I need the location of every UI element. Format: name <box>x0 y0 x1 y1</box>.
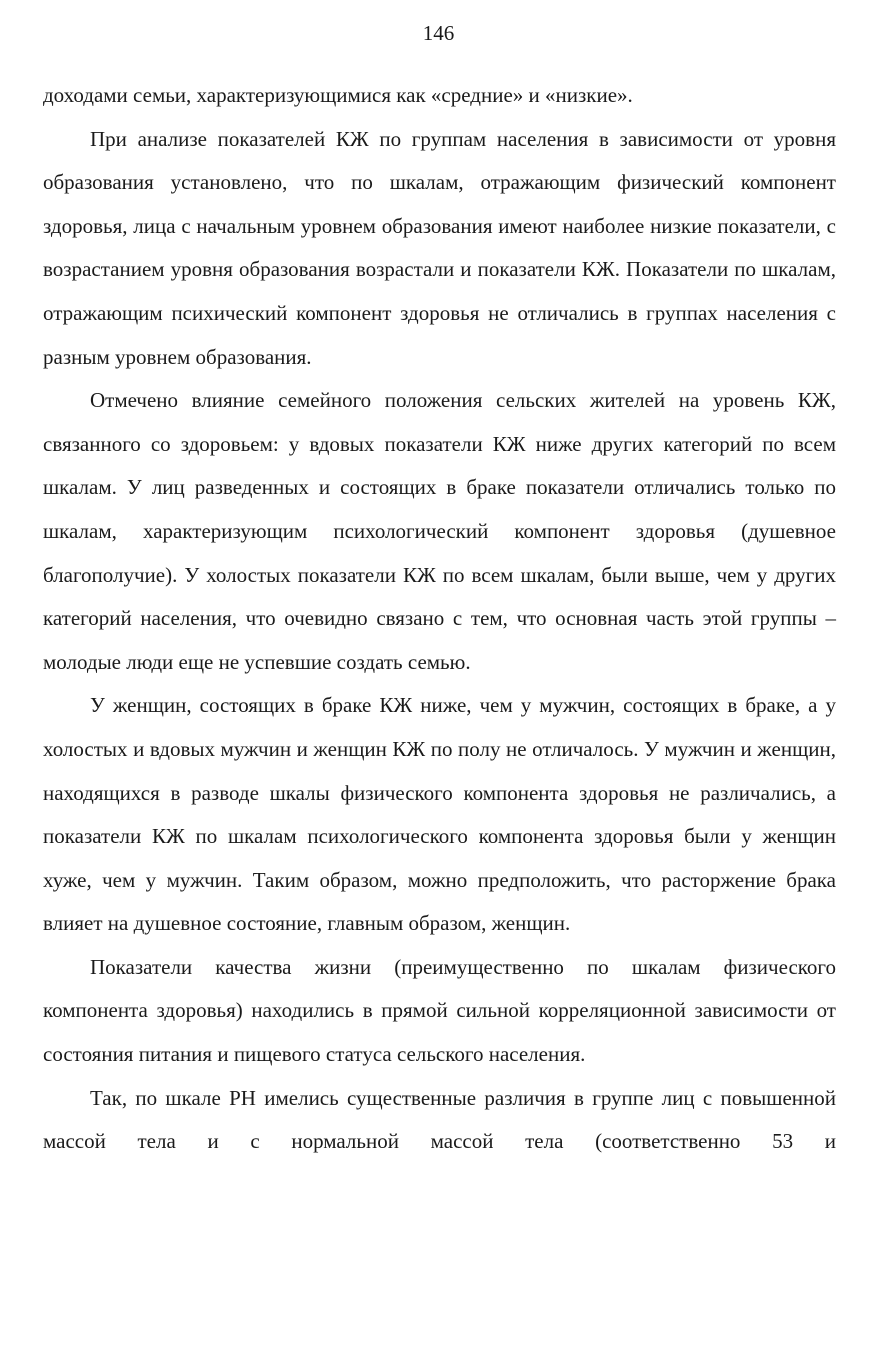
paragraph-6: Так, по шкале РН имелись существенные различия в группе лиц с повышенной массой тела и с нормальной массой тела (соответственно 53 и <box>43 1085 836 1154</box>
paragraph-3: Отмечено влияние семейного положения сельских жителей на уровень КЖ, связанного со здоровьем: у вдовых показатели КЖ ниже других категорий по всем шкалам. У лиц разведенных и состоящих в браке показатели отличались только по шкалам, характеризующим психологический компонент здоровья (душевное благополучие). У холостых показатели КЖ по всем шкалам, были выше, чем у других категорий населения, что очевидно связано с тем, что основная часть этой группы – молодые люди еще не успевшие создать семью. <box>43 388 836 674</box>
paragraph-5: Показатели качества жизни (преимущественно по шкалам физического компонента здоровья) находились в прямой сильной корреляционной зависимости от состояния питания и пищевого статуса сельского населения. <box>43 954 836 1067</box>
paragraph-4: У женщин, состоящих в браке КЖ ниже, чем у мужчин, состоящих в браке, а у холостых и вдовых мужчин и женщин КЖ по полу не отличалось. У мужчин и женщин, находящихся в разводе шкалы физического компонента здоровья не различались, а показатели КЖ по шкалам психологического компонента здоровья были у женщин хуже, чем у мужчин. Таким образом, можно предположить, что расторжение брака влияет на душевное состояние, главным образом, женщин. <box>43 693 836 936</box>
paragraph-1: доходами семьи, характеризующимися как «средние» и «низкие». <box>43 83 633 107</box>
paragraph-2: При анализе показателей КЖ по группам населения в зависимости от уровня образования установлено, что по шкалам, отражающим физический компонент здоровья, лица с начальным уровнем образования имеют наиболее низкие показатели, с возрастанием уровня образования возрастали и показатели КЖ. Показатели по шкалам, отражающим психический компонент здоровья не отличались в группах населения с разным уровнем образования. <box>43 126 836 369</box>
page-number: 146 <box>422 21 455 45</box>
body-text <box>43 74 836 1164</box>
